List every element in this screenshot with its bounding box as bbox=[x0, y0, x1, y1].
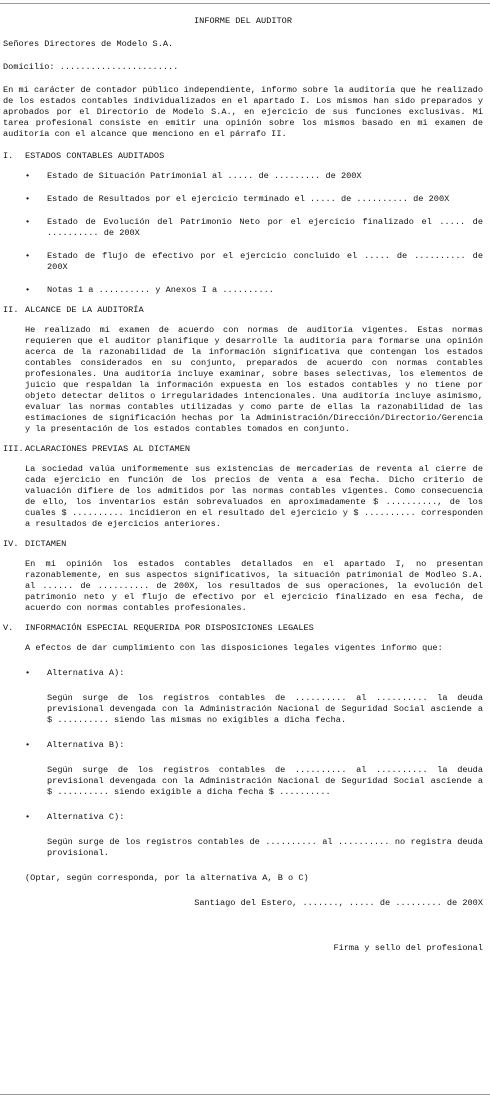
bullet-icon: • bbox=[25, 812, 31, 822]
section-number: V. bbox=[3, 623, 14, 633]
bottom-rule bbox=[0, 1094, 490, 1095]
section-heading-2 bbox=[3, 305, 483, 316]
domicile: Domicilio: ....................... bbox=[3, 62, 179, 72]
section-heading-4 bbox=[3, 539, 483, 550]
section-number: I. bbox=[3, 151, 14, 161]
section-number: III. bbox=[3, 444, 24, 454]
bullet-icon: • bbox=[25, 668, 31, 678]
section-number: II. bbox=[3, 305, 19, 315]
bullet-icon: • bbox=[25, 285, 31, 295]
legal-info-intro: A efectos de dar cumplimiento con las disposiciones legales vigentes informo que: bbox=[25, 643, 443, 653]
list-item: • Estado de Evolución del Patrimonio Neto por el ejercicio finalizado el ..... de .......... de 200X bbox=[25, 217, 483, 238]
section-title: ACLARACIONES PREVIAS AL DICTAMEN bbox=[25, 444, 191, 454]
alternative-text: Según surge de los registros contables de .......... al .......... no registra deuda provisional. bbox=[47, 837, 483, 858]
top-rule bbox=[0, 3, 490, 4]
signature-line: Firma y sello del profesional bbox=[333, 943, 483, 953]
bullet-icon: • bbox=[25, 194, 31, 204]
audit-report-document bbox=[3, 16, 483, 954]
option-note: (Optar, según corresponda, por la alternativa A, B o C) bbox=[25, 873, 309, 883]
bullet-icon: • bbox=[25, 740, 31, 750]
alternative-label: • Alternativa C): bbox=[25, 812, 125, 822]
document-title: INFORME DEL AUDITOR bbox=[194, 16, 292, 26]
list-item: • Estado de Situación Patrimonial al ..... de ......... de 200X bbox=[25, 171, 362, 181]
bullet-icon: • bbox=[25, 251, 31, 261]
list-item: • Notas 1 a .......... y Anexos I a .......... bbox=[25, 285, 274, 295]
alternative-text: Según surge de los registros contables de .......... al .......... la deuda previsional devengada con la Administración Nacional de Seguridad Social asciende a $ .......... siendo las mismas no exigibles a dicha fecha. bbox=[47, 693, 483, 725]
intro-paragraph: En mi carácter de contador público independiente, informo sobre la auditoría que he realizado de los estados contables individualizados en el apartado I. Los mismos han sido preparados y aprobados por el Directorio de Modelo S.A., en ejercicio de sus funciones exclusivas. Mi tarea profesional consiste en emitir una opinión sobre los mismos basado en mi examen de auditoría con el alcance que menciono en el párrafo II. bbox=[3, 85, 483, 139]
place-date-line: Santiago del Estero, ......., ..... de ......... de 200X bbox=[194, 898, 483, 908]
section-title: ALCANCE DE LA AUDITORÍA bbox=[25, 305, 144, 315]
bullet-icon: • bbox=[25, 217, 31, 227]
alternative-label: • Alternativa A): bbox=[25, 668, 125, 678]
addressee: Señores Directores de Modelo S.A. bbox=[3, 39, 174, 49]
section-heading-3 bbox=[3, 444, 483, 455]
clarifications-paragraph: La sociedad valúa uniformemente sus existencias de mercaderías de reventa al cierre de cada ejercicio en función de los precios de venta a esa fecha. Dicho criterio de valuación difiere de los admitidos por las normas contables vigentes. Como consecuencia de ello, los inventarios están sobrevaluados en aproximadamente $ .........., de los cuales $ .......... incidieron en el resultado del ejercicio y $ .......... corresponden a resultados de ejercicios anteriores. bbox=[25, 464, 483, 529]
section-heading-1 bbox=[3, 151, 483, 162]
alternative-text: Según surge de los registros contables de .......... al .......... la deuda previsional devengada con la Administración Nacional de Seguridad Social asciende a $ .......... siendo exigible a dicha fecha $ .......... bbox=[47, 765, 483, 797]
alternative-label: • Alternativa B): bbox=[25, 740, 125, 750]
bullet-icon: • bbox=[25, 171, 31, 181]
section-heading-5 bbox=[3, 623, 483, 634]
section-title: INFORMACIÓN ESPECIAL REQUERIDA POR DISPOSICIONES LEGALES bbox=[25, 623, 314, 633]
section-number: IV. bbox=[3, 539, 19, 549]
scope-paragraph: He realizado mi examen de acuerdo con normas de auditoría vigentes. Estas normas requieren que el auditor planifique y desarrolle la auditoría para formarse una opinión acerca de la razonabilidad de la información significativa que contengan los estados contables considerados en su conjunto, preparados de acuerdo con normas contables profesionales. Una auditoría incluye examinar, sobre bases selectivas, los elementos de juicio que respaldan la información expuesta en los estados contables y no tiene por objeto detectar delitos o irregularidades intencionales. Una auditoría incluye asimismo, evaluar las normas contables utilizadas y como parte de ellas la razonabilidad de las estimaciones de significación hechas por la Administración/Dirección/Directorio/Gerencia y la presentación de los estados contables tomados en conjunto. bbox=[25, 325, 483, 434]
opinion-paragraph: En mi opinión los estados contables detallados en el apartado I, no presentan razonablemente, en sus aspectos significativos, la situación patrimonial de Modleo S.A. al ...... de .......... de 200X, los resultados de sus operaciones, la evolución del patrimonio neto y el flujo de efectivo por el ejercicio finalizado en esa fecha, de acuerdo con normas contables profesionales. bbox=[25, 559, 483, 613]
list-item: • Estado de flujo de efectivo por el ejercicio concluido el ..... de .......... de 200X bbox=[25, 251, 483, 272]
section-title: DICTAMEN bbox=[25, 539, 67, 549]
section-title: ESTADOS CONTABLES AUDITADOS bbox=[25, 151, 165, 161]
list-item: • Estado de Resultados por el ejercicio terminado el ..... de .......... de 200X bbox=[25, 194, 450, 204]
